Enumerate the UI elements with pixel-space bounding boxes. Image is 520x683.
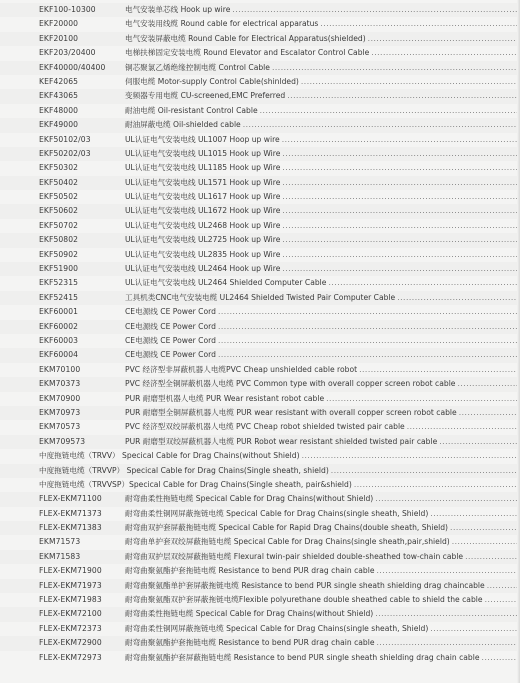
catalog-row xyxy=(0,190,520,204)
catalog-row xyxy=(0,104,520,118)
catalog-row xyxy=(0,622,520,636)
product-description: UL认证电气安装电线 UL1571 Hook up Wire ..... xyxy=(125,176,520,190)
product-description: PUR 耐磨型机器人电缆 PUR Wear resistant robot cable ..... xyxy=(125,392,520,406)
product-code: EKF60004 xyxy=(39,350,79,360)
product-code: EKF50902 xyxy=(39,249,79,259)
product-code: EKF20100 xyxy=(39,33,79,43)
catalog-row xyxy=(0,550,520,564)
catalog-row xyxy=(0,233,520,247)
product-description: 电气安装用线缆 Round cable for electrical apparatus ..... xyxy=(125,17,520,31)
product-description: UL认证电气安装电线 UL1015 Hook up Wire ..... xyxy=(125,147,520,161)
product-code: EKF60001 xyxy=(39,307,79,317)
product-description: 耐弯曲柔性拖链电缆 Specical Cable for Drag Chains(without Shield) ..... xyxy=(125,492,520,506)
catalog-row xyxy=(0,449,520,463)
catalog-row xyxy=(0,348,520,362)
catalog-row xyxy=(0,46,520,60)
catalog-row xyxy=(0,435,520,449)
product-code: EKF50502 xyxy=(39,192,79,202)
product-description: 耐弯曲柔性拖链电缆 Specical Cable for Drag Chains(without Shield) ..... xyxy=(125,607,520,621)
product-code: EKF100-10300 xyxy=(39,5,96,14)
product-code: EKF60002 xyxy=(39,321,79,331)
catalog-row xyxy=(0,579,520,593)
product-description: UL认证电气安装电线 UL2725 Hook up Wire ..... xyxy=(125,233,520,247)
catalog-row xyxy=(0,161,520,175)
catalog-row xyxy=(0,133,520,147)
product-code: FLEX-EKM72373 xyxy=(39,623,102,633)
product-description: CE电源线 CE Power Cord ..... xyxy=(125,348,520,362)
product-code: EKF20000 xyxy=(39,19,79,29)
catalog-row xyxy=(0,75,520,89)
product-code: FLEX-EKM71100 xyxy=(39,494,102,504)
catalog-row xyxy=(0,262,520,276)
product-code: EKM70973 xyxy=(39,407,81,417)
product-description: UL认证电气安装电线 UL2464 Hook up Wire ..... xyxy=(125,262,520,276)
catalog-row xyxy=(0,176,520,190)
product-code: EKF49000 xyxy=(39,120,79,130)
product-description: 铜芯聚氯乙烯绝缘控制电缆 Control Cable ..... xyxy=(125,61,520,75)
product-code: EKF50602 xyxy=(39,206,79,216)
product-code: EKM71573 xyxy=(39,537,81,547)
product-description: 耐弯曲聚氨酯护套屏蔽拖链电缆 Resistance to bend PUR single sheath shielding drag chain cable ..... xyxy=(125,651,520,665)
product-description: 伺服电缆 Motor-supply Control Cable(shinlded) ..... xyxy=(125,75,520,89)
product-description: CE电源线 CE Power Cord ..... xyxy=(125,305,520,319)
product-code: EKM70100 xyxy=(39,364,81,374)
product-description: 耐弯曲双护层双绞屏蔽拖链电缆 Flexural twin-pair shielded double-sheathed tow-chain cable ..... xyxy=(125,550,520,564)
catalog-row xyxy=(0,535,520,549)
catalog-row xyxy=(0,276,520,290)
product-description: UL认证电气安装电线 UL1185 Hook up Wire ..... xyxy=(125,161,520,175)
catalog-row xyxy=(0,521,520,535)
catalog-row xyxy=(0,636,520,650)
catalog-row xyxy=(0,89,520,103)
product-code: EKF48000 xyxy=(39,105,79,115)
product-description: 耐弯曲聚氨酯单护套屏蔽拖链电缆 Resistance to bend PUR single sheath shielding drag chaincable ..... xyxy=(125,579,520,593)
catalog-row xyxy=(0,219,520,233)
catalog-row xyxy=(0,17,520,31)
product-description: 耐弯曲聚氨酯双护套屏蔽拖链电缆Flexible polyurethane double sheathed cable to shield the cable ..... xyxy=(125,593,520,607)
catalog-row xyxy=(0,651,520,665)
product-description: PVC 经济型双绞屏蔽机器人电缆 PVC Cheap robot shielded twisted pair cable ..... xyxy=(125,420,520,434)
catalog-row xyxy=(0,334,520,348)
product-code: EKM70573 xyxy=(39,422,81,432)
catalog-row xyxy=(0,248,520,262)
product-description: 耐油电缆 Oil-resistant Control Cable ..... xyxy=(125,104,520,118)
catalog-row xyxy=(0,507,520,521)
product-description: 电梯扶梯固定安装电缆 Round Elevator and Escalator Control Cable ..... xyxy=(125,46,520,60)
product-code: FLEX-EKM71973 xyxy=(39,580,102,590)
product-description: 变频器专用电缆 CU-screened,EMC Preferred ..... xyxy=(125,89,520,103)
product-code: EKF43065 xyxy=(39,91,79,101)
catalog-row xyxy=(0,147,520,161)
catalog-row xyxy=(0,392,520,406)
product-code: EKF50402 xyxy=(39,177,79,187)
product-code: EKM709573 xyxy=(39,436,86,446)
catalog-row xyxy=(0,464,520,478)
product-description: 耐油屏蔽电缆 Oil-shielded cable ..... xyxy=(125,118,520,132)
catalog-row xyxy=(0,406,520,420)
product-description: 工具机类CNC电气安装电缆 UL2464 Shielded Twisted Pair Computer Cable ..... xyxy=(125,291,520,305)
product-description: UL认证电气安装电线 UL1617 Hook up Wire ..... xyxy=(125,190,520,204)
catalog-row xyxy=(0,363,520,377)
product-description: 耐弯曲单护套双绞屏蔽拖链电缆 Specical Cable for Drag Chains(single sheath,pair,shield) ..... xyxy=(125,535,520,549)
product-code: EKM71583 xyxy=(39,551,81,561)
product-code: EKM70373 xyxy=(39,379,81,389)
product-code: EKF50202/03 xyxy=(39,148,91,158)
product-description: PVC 经济型非屏蔽机器人电缆PVC Cheap unshielded cable robot ..... xyxy=(125,363,520,377)
product-code: EKF40000/40400 xyxy=(39,62,106,72)
product-description: 耐弯曲双护套屏蔽拖链电缆 Specical Cable for Rapid Drag Chains(double sheath, Shield) ..... xyxy=(125,521,520,535)
product-code: FLEX-EKM71900 xyxy=(39,566,102,576)
product-code: FLEX-EKM72973 xyxy=(39,652,102,662)
product-code: EKF50702 xyxy=(39,220,79,230)
product-code: FLEX-EKM71373 xyxy=(39,508,102,518)
product-description: 中度拖链电缆（TRVVSP）Specical Cable for Drag Chains(Single sheath, pair&shield) ..... xyxy=(39,478,520,492)
catalog-row xyxy=(0,492,520,506)
product-code: EKF52315 xyxy=(39,278,79,288)
catalog-row xyxy=(0,291,520,305)
product-description: 中度拖链电缆（TRVVP） Specical Cable for Drag Chains(Single sheath, shield) ..... xyxy=(39,464,520,478)
catalog-row xyxy=(0,305,520,319)
product-description: CE电源线 CE Power Cord ..... xyxy=(125,320,520,334)
catalog-row xyxy=(0,204,520,218)
product-code: FLEX-EKM72100 xyxy=(39,609,102,619)
catalog-row xyxy=(0,607,520,621)
product-description: UL认证电气安装电线 UL1007 Hoop up wire ..... xyxy=(125,133,520,147)
product-code: EKF50302 xyxy=(39,163,79,173)
product-description: 耐弯曲聚氨酯护套拖链电缆 Resistance to bend PUR drag chain cable ..... xyxy=(125,636,520,650)
product-code: EKF50102/03 xyxy=(39,134,91,144)
product-description: UL认证电气安装电线 UL2468 Hook up Wire ..... xyxy=(125,219,520,233)
product-code: EKF51900 xyxy=(39,264,79,274)
product-description: 耐弯曲柔性铜网屏蔽拖链电缆 Specical Cable for Drag Chains(single sheath, Shield) ..... xyxy=(125,622,520,636)
product-code: FLEX-EKM71983 xyxy=(39,595,102,605)
product-code: FLEX-EKM72900 xyxy=(39,638,102,648)
product-description: UL认证电气安装电线 UL1672 Hook up Wire ..... xyxy=(125,204,520,218)
product-description: PUR 耐磨型双绞屏蔽机器人电缆 PUR Robot wear resistant shielded twisted pair cable ..... xyxy=(125,435,520,449)
product-description: 耐弯曲聚氨酯护套拖链电缆 Resistance to bend PUR drag chain cable ..... xyxy=(125,564,520,578)
product-code: EKF52415 xyxy=(39,292,79,302)
product-code: EKM70900 xyxy=(39,393,81,403)
product-description: PVC 经济型全铜屏蔽机器人电缆 PVC Common type with overall copper screen robot cable ..... xyxy=(125,377,520,391)
product-code: KEF42065 xyxy=(39,76,79,86)
product-description: UL认证电气安装电线 UL2835 Hook up Wire ..... xyxy=(125,248,520,262)
product-description: 电气安装单芯线 Hook up wire ..... xyxy=(125,3,520,17)
product-code: EKF60003 xyxy=(39,335,79,345)
catalog-row xyxy=(0,564,520,578)
catalog-row xyxy=(0,593,520,607)
product-code: EKF50802 xyxy=(39,235,79,245)
product-description: PUR 耐磨型全铜屏蔽机器人电缆 PUR wear resistant with overall copper screen robot cable ..... xyxy=(125,406,520,420)
catalog-row xyxy=(0,118,520,132)
product-description: 中度拖链电缆（TRVV） Specical Cable for Drag Chains(without Shield) ..... xyxy=(39,449,520,463)
catalog-row xyxy=(0,420,520,434)
catalog-row xyxy=(0,61,520,75)
product-description: 电气安装屏蔽电缆 Round Cable for Electrical Apparatus(shielded) ..... xyxy=(125,32,520,46)
catalog-row xyxy=(0,32,520,46)
catalog-row xyxy=(0,478,520,492)
product-description: UL认证电气安装电线 UL2464 Shielded Computer Cable ..... xyxy=(125,276,520,290)
product-description: CE电源线 CE Power Cord ..... xyxy=(125,334,520,348)
catalog-row xyxy=(0,3,520,17)
product-description: 耐弯曲柔性铜网屏蔽拖链电缆 Specical Cable for Drag Chains(single sheath, Shield) ..... xyxy=(125,507,520,521)
catalog-row xyxy=(0,377,520,391)
catalog-row xyxy=(0,320,520,334)
product-code: EKF203/20400 xyxy=(39,48,96,58)
product-code: FLEX-EKM71383 xyxy=(39,523,102,533)
